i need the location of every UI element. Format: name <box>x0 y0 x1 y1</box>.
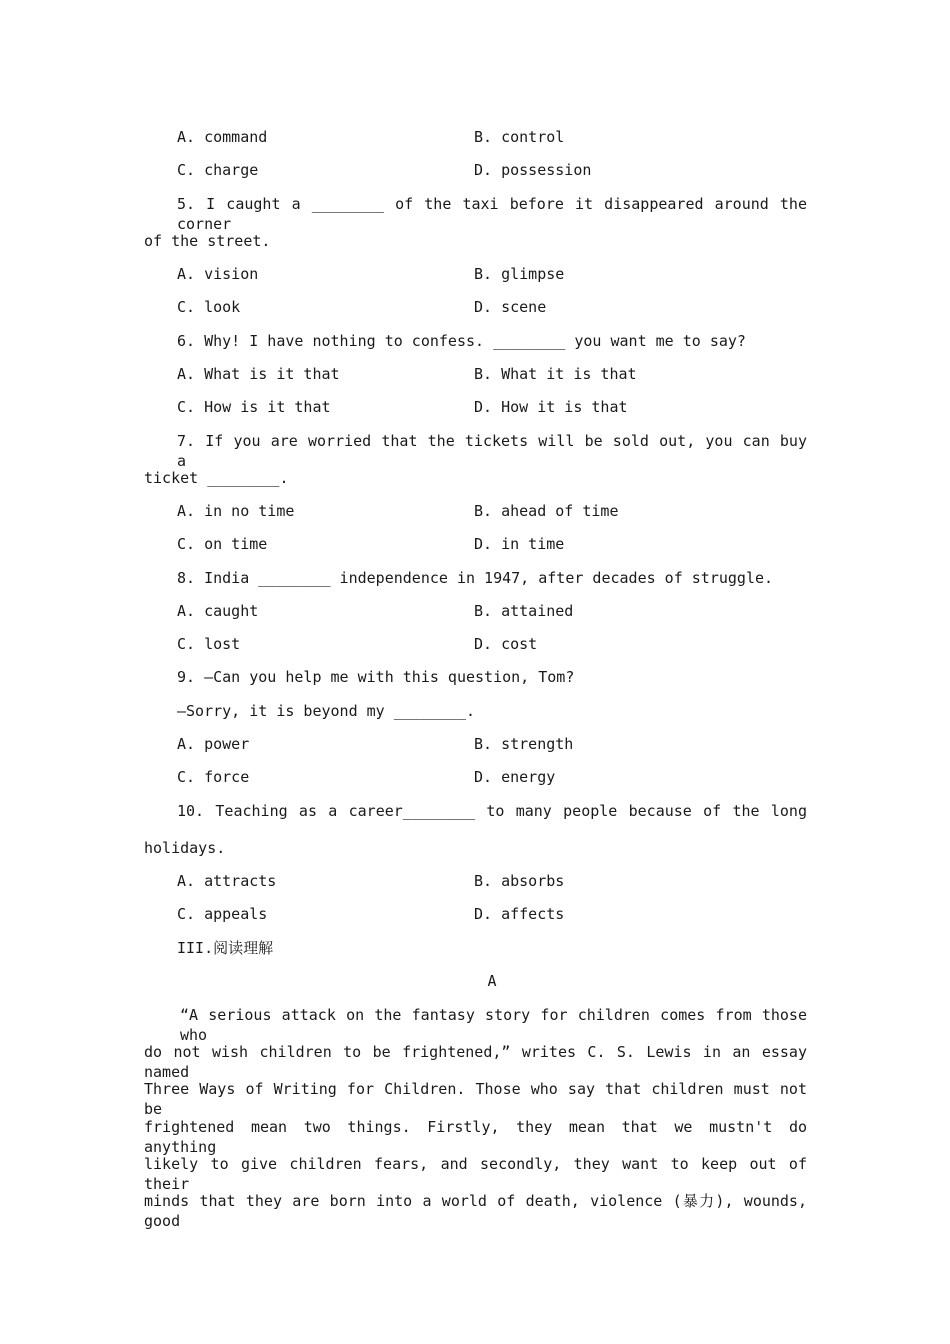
q9-stem-line1: 9. —Can you help me with this question, Tom? <box>177 668 575 686</box>
q7-option-d: D. in time <box>474 535 565 553</box>
q10-stem-line2: holidays. <box>144 839 226 857</box>
q6-option-c: C. How is it that <box>177 398 331 416</box>
passage-line-6: minds that they are born into a world of death, violence (暴力), wounds, good <box>144 1192 807 1230</box>
q7-option-c: C. on time <box>177 535 268 553</box>
passage-line-5: likely to give children fears, and secondly, they want to keep out of their <box>144 1155 807 1193</box>
q9-option-d: D. energy <box>474 768 556 786</box>
q8-option-a: A. caught <box>177 602 259 620</box>
q5-option-c: C. look <box>177 298 241 316</box>
q5-option-b: B. glimpse <box>474 265 565 283</box>
passage-line-4: frightened mean two things. Firstly, they mean that we mustn't do anything <box>144 1118 807 1156</box>
q5-stem-line2: of the street. <box>144 232 271 250</box>
q6-option-d: D. How it is that <box>474 398 628 416</box>
q7-option-b: B. ahead of time <box>474 502 619 520</box>
q4-option-b: B. control <box>474 128 565 146</box>
q5-option-d: D. scene <box>474 298 547 316</box>
q7-option-a: A. in no time <box>177 502 295 520</box>
q9-option-c: C. force <box>177 768 250 786</box>
q10-option-d: D. affects <box>474 905 565 923</box>
q7-stem-line1: 7. If you are worried that the tickets will be sold out, you can buy a <box>177 432 807 470</box>
q10-stem-line1: 10. Teaching as a career________ to many people because of the long <box>177 802 807 820</box>
passage-line-3: Three Ways of Writing for Children. Those who say that children must not be <box>144 1080 807 1118</box>
passage-label: A <box>487 972 497 990</box>
q6-option-a: A. What is it that <box>177 365 340 383</box>
q6-option-b: B. What it is that <box>474 365 637 383</box>
q4-option-a: A. command <box>177 128 268 146</box>
q9-option-a: A. power <box>177 735 250 753</box>
q8-option-d: D. cost <box>474 635 538 653</box>
q8-option-b: B. attained <box>474 602 574 620</box>
q4-option-d: D. possession <box>474 161 592 179</box>
q5-option-a: A. vision <box>177 265 259 283</box>
passage-line-2: do not wish children to be frightened,” writes C. S. Lewis in an essay named <box>144 1043 807 1081</box>
q7-stem-line2: ticket ________. <box>144 469 289 487</box>
q8-option-c: C. lost <box>177 635 241 653</box>
q4-option-c: C. charge <box>177 161 259 179</box>
q9-stem-line2: —Sorry, it is beyond my ________. <box>177 702 476 720</box>
q9-option-b: B. strength <box>474 735 574 753</box>
q10-option-a: A. attracts <box>177 872 277 890</box>
q10-option-c: C. appeals <box>177 905 268 923</box>
q6-stem: 6. Why! I have nothing to confess. ________ you want me to say? <box>177 332 746 350</box>
q10-option-b: B. absorbs <box>474 872 565 890</box>
passage-line-1: “A serious attack on the fantasy story for children comes from those who <box>180 1006 807 1044</box>
q8-stem: 8. India ________ independence in 1947, after decades of struggle. <box>177 569 774 587</box>
section-heading: III.阅读理解 <box>177 939 274 957</box>
q5-stem-line1: 5. I caught a ________ of the taxi before it disappeared around the corner <box>177 195 807 233</box>
